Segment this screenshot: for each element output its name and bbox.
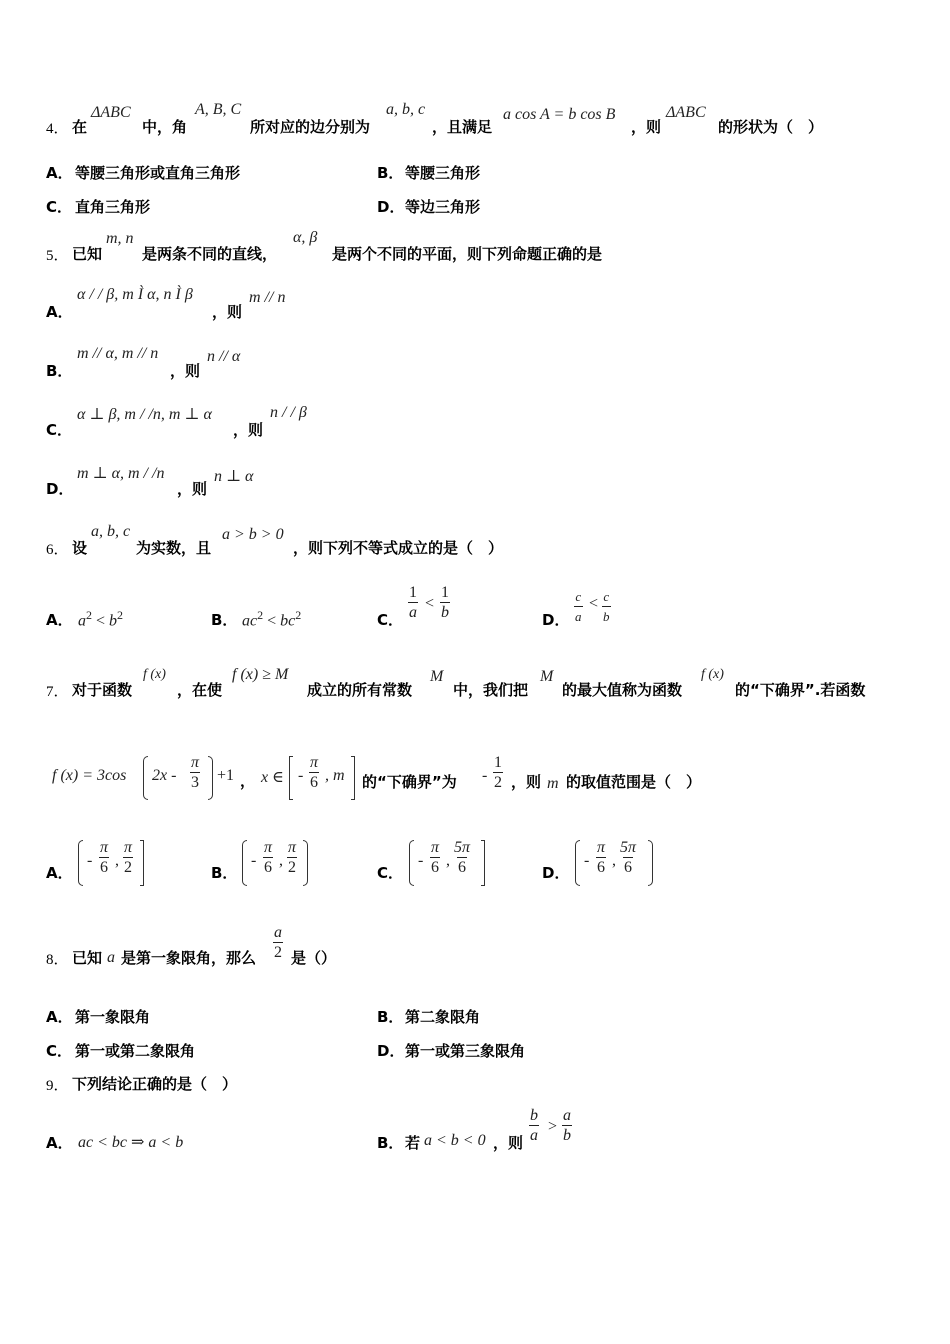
fraction: $\frac{5\pi}{6}$ [620,839,637,876]
option-a[interactable] [0,286,950,326]
fraction: $\frac{a}{2}$ [274,924,282,961]
math-expression: α, β [293,229,318,246]
option-d[interactable] [0,582,950,632]
option-label: D． [377,198,405,216]
option-label: D． [542,611,570,629]
option-d[interactable] [0,463,950,503]
option-text: ，则 [212,303,243,321]
math-expression: α ⊥ β, m / /n, m ⊥ α [77,406,212,423]
right-bracket [351,756,355,800]
math-operator: > [548,1118,558,1135]
question-4 [0,100,950,140]
math-operator: - [87,852,93,869]
fraction: $\frac{c}{a}$ [574,588,583,627]
fraction: $\frac{a}{b}$ [563,1107,571,1144]
option-text: ，则 [177,480,208,498]
question-text: 下列结论正确的是（ ） [72,1075,238,1093]
option-d[interactable] [0,836,950,890]
option-label: B． [211,611,238,629]
option-label: B． [377,164,404,182]
question-text: ， [240,772,256,790]
question-number: 8． [46,952,69,968]
fraction: $\frac{\pi}{2}$ [123,839,132,876]
left-bracket [289,756,293,800]
question-8 [0,922,950,974]
math-expression: m ⊥ α, m / /n [77,465,165,482]
function-definition [0,752,950,804]
question-number: 5． [46,248,69,264]
question-text: 中，我们把 [453,681,529,699]
option-text: ，则 [170,362,201,380]
math-expression: , m [325,767,345,784]
question-text: 的“下确界”.若函数 [735,681,866,699]
math-expression: A, B, C [195,101,242,118]
right-paren [648,840,653,886]
math-expression: a < b < 0 [424,1132,486,1149]
fraction: $\frac{\pi}{6}$ [430,839,439,876]
math-expression: a > b > 0 [222,526,284,543]
fraction: $\frac{\pi}{3}$ [190,754,199,791]
math-expression: α / / β, m Ì α, n Ì β [77,286,193,303]
fraction: $\frac{1}{a}$ [409,584,417,621]
option-label: D． [377,1042,405,1060]
math-expression: a [107,949,115,966]
math-expression: a, b, c [91,523,131,540]
math-operator: - [482,767,488,784]
option-text: 等腰三角形 [405,164,481,182]
fraction: $\frac{\pi}{6}$ [263,839,272,876]
math-expression: f (x) [143,667,166,682]
question-text: 中，角 [142,118,188,136]
question-text: 是两条不同的直线， [142,245,278,263]
math-expression: $ac^2 < bc^2$ [242,608,302,630]
question-text: ，则 [511,773,542,791]
option-label: C． [46,198,73,216]
fraction: $\frac{b}{a}$ [530,1107,538,1144]
question-number: 4． [46,121,69,137]
question-text: 为实数，且 [136,539,212,557]
option-label: A． [46,1008,73,1026]
math-expression: x ∈ [261,769,284,786]
math-expression: f (x) = 3cos [52,767,127,784]
math-expression: m // n [249,289,286,306]
question-text: ，则下列不等式成立的是（ ） [293,539,504,557]
option-label: A． [46,1134,73,1152]
question-text: 是两个不同的平面，则下列命题正确的是 [332,245,603,263]
question-text: 所对应的边分别为 [250,118,371,136]
math-expression: n // α [207,348,241,365]
math-operator: - [584,852,590,869]
option-label: C． [377,611,404,629]
math-expression: m // α, m // n [77,345,159,362]
question-text: 已知 [72,245,103,263]
question-number: 9． [46,1078,69,1094]
fraction: $\frac{\pi}{6}$ [99,839,108,876]
math-expression: n / / β [270,404,307,421]
math-operator: - [251,852,257,869]
math-expression: 2x - [152,767,177,784]
question-5 [0,228,950,268]
option-text: 第一象限角 [75,1008,151,1026]
math-operator: < [425,595,435,612]
option-label: D． [46,480,74,498]
option-text: 等边三角形 [405,198,481,216]
question-text: 已知 [72,949,103,967]
option-text: 第一或第二象限角 [75,1042,196,1060]
question-text: 的取值范围是（ ） [566,773,702,791]
right-paren [208,756,213,800]
question-6 [0,522,950,562]
option-label: A． [46,611,73,629]
question-number: 7． [46,684,69,700]
fraction: $\frac{1}{b}$ [441,584,449,621]
question-text: ，且满足 [432,118,493,136]
math-operator: < [589,595,599,612]
option-label: C． [46,421,73,439]
math-expression: n ⊥ α [214,468,254,485]
math-expression: $a^2 < b^2$ [78,608,124,630]
question-text: 设 [72,539,88,557]
option-label: B． [377,1134,404,1152]
question-text: ，在使 [177,681,223,699]
fraction: $\frac{1}{2}$ [494,754,502,791]
question-7 [0,664,950,704]
option-label: B． [377,1008,404,1026]
math-expression: ac < bc ⇒ a < b [78,1134,184,1151]
math-operator: - [418,852,424,869]
option-text: 若 [405,1134,421,1152]
math-operator: , [115,852,119,869]
math-operator: , [612,852,616,869]
option-text: 第一或第三象限角 [405,1042,526,1060]
option-c[interactable] [0,404,950,444]
math-expression: m [547,775,559,792]
option-label: B． [211,864,238,882]
question-text: 对于函数 [72,681,133,699]
question-text: 在 [72,118,88,136]
option-text: ，则 [233,421,264,439]
option-label: C． [377,864,404,882]
fraction: $\frac{\pi}{2}$ [287,839,296,876]
question-number: 6． [46,542,69,558]
option-label: A． [46,164,73,182]
question-text: 是第一象限角，那么 [121,949,257,967]
math-expression: f (x) [701,667,724,682]
question-text: 是（） [291,949,337,967]
option-label: A． [46,303,73,321]
math-expression: ΔABC [666,104,706,121]
math-expression: M [430,668,444,685]
fraction: $\frac{\pi}{6}$ [309,754,318,791]
option-b[interactable] [0,345,950,385]
math-expression: +1 [217,767,235,784]
fraction: $\frac{\pi}{6}$ [596,839,605,876]
option-text: 第二象限角 [405,1008,481,1026]
question-text: ，则 [631,118,662,136]
math-operator: , [279,852,283,869]
math-expression: ΔABC [91,104,131,121]
math-operator: , [446,852,450,869]
question-text: 的形状为（ ） [718,118,824,136]
option-text: ，则 [493,1134,524,1152]
question-text: 的“下确界”为 [362,773,457,791]
option-b[interactable] [0,1106,950,1156]
math-expression: a cos A = b cos B [503,106,616,123]
option-label: A． [46,864,73,882]
left-paren [575,840,580,886]
question-text: 的最大值称为函数 [562,681,683,699]
math-expression: m, n [106,230,134,247]
option-label: D． [542,864,570,882]
math-expression: M [540,668,554,685]
math-operator: - [298,767,304,784]
math-expression: f (x) ≥ M [232,666,289,683]
option-label: B． [46,362,73,380]
option-text: 直角三角形 [75,198,151,216]
left-paren [143,756,148,800]
fraction: $\frac{5\pi}{6}$ [454,839,471,876]
question-text: 成立的所有常数 [307,681,413,699]
fraction: $\frac{c}{b}$ [602,588,611,627]
math-expression: a, b, c [386,101,426,118]
option-label: C． [46,1042,73,1060]
option-text: 等腰三角形或直角三角形 [75,164,241,182]
